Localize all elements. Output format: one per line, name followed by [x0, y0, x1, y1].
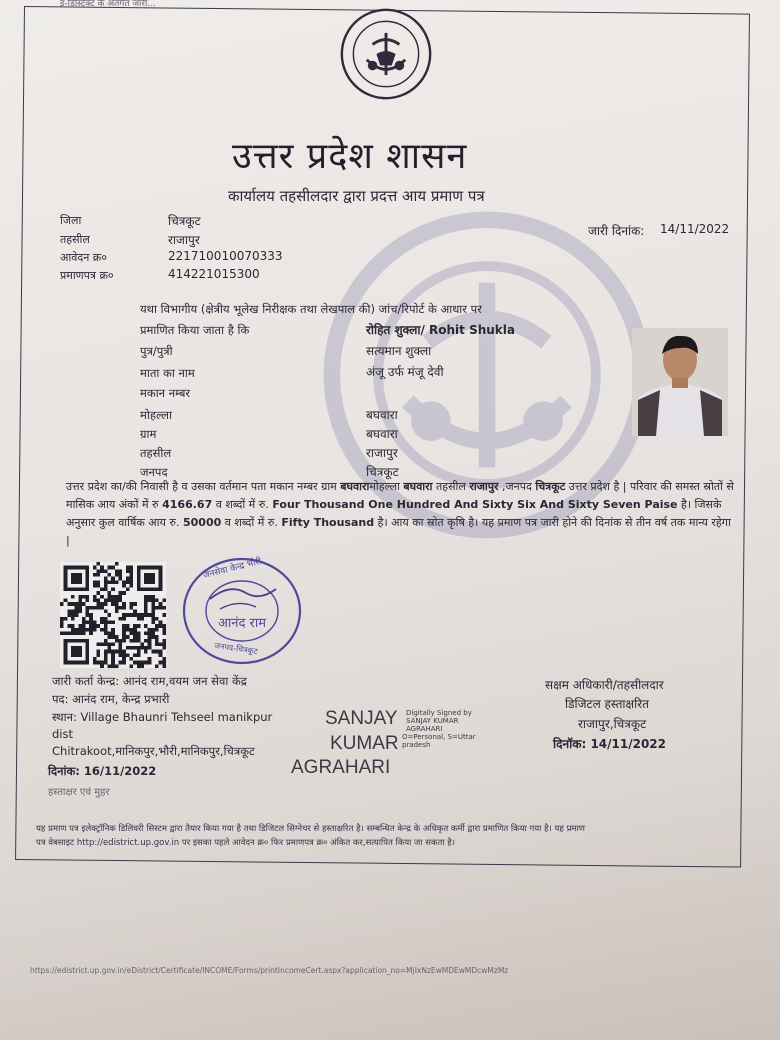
seal-name: आनंद राम [218, 616, 266, 631]
mother-label: माता का नाम [140, 366, 195, 380]
authority-date: दिनॉक: 14/11/2022 [553, 737, 667, 751]
mother-name: अंजू उर्फ मंजू देवी [366, 365, 444, 379]
issuing-place-line3: Chitrakoot,मानिकपुर,भौरी,मानिकपुर,चित्रकूट [52, 744, 255, 758]
district-value: चित्रकूट [168, 214, 201, 228]
page-title: उत्तर प्रदेश शासन [232, 136, 468, 177]
para-janpad: चित्रकूट [535, 480, 566, 493]
certificate-no-label: प्रमाणपत्र क्र० [60, 269, 114, 282]
seal-outer-text: जनसेवा केन्द्र भौरी [202, 556, 263, 582]
tehsil-value: राजापुर [168, 233, 200, 247]
authority-place: राजापुर,चित्रकूट [578, 717, 647, 731]
parent-name: सत्यमान शुक्ला [366, 344, 432, 358]
issuing-post: पद: आनंद राम, केन्द्र प्रभारी [52, 692, 170, 706]
annual-income-words: Fifty Thousand [281, 516, 375, 529]
village-value: बघवारा [366, 427, 398, 441]
digital-sign-name-line2: KUMAR [330, 733, 399, 754]
janpad-value: चित्रकूट [366, 465, 399, 479]
digital-sign-small-5: pradesh [402, 741, 431, 749]
digital-sign-name-line1: SANJAY [325, 708, 398, 729]
mohalla-value: बघवारा [366, 408, 398, 422]
authority-digital-signed: डिजिटल हस्ताक्षरित [565, 697, 649, 711]
top-cut-text: इ-डिस्ट्रिक्ट के अंतर्गत जारी... [60, 0, 156, 9]
para-village: बघवारा [340, 480, 370, 493]
certificate-statement: उत्तर प्रदेश का/की निवासी है व उसका वर्तमान पता मकान नम्बर ग्राम बघवारामोहल्ला बघवारा तहसील राजापुर ,जनपद चित्रकूट उत्तर प्रदेश है | परिवार की समस्त स्रोतों से मासिक आय अंकों में रु 4166.67 व शब्दों में रु. Four Thousand One Hundred And Sixty Six And Sixty Seven Paise है। जिसके अनुसार कुल वार्षिक आय रु. 50000 व शब्दों में रु. Fifty Thousand है। आय का स्रोत कृषि है। यह प्रमाण पत्र जारी होने की दिनांक से तीन वर्ष तक मान्य रहेगा | [66, 480, 734, 547]
digital-sign-small-1: Digitally Signed by [406, 709, 472, 717]
certificate-no-value: 414221015300 [168, 267, 260, 281]
issuing-center: जारी कर्ता केन्द्र: आनंद राम,वयम जन सेवा केंद्र [52, 674, 247, 688]
mohalla-label: मोहल्ला [140, 408, 172, 422]
digital-sign-name-line3: AGRAHARI [291, 757, 391, 778]
para-mohalla: बघवारा [403, 480, 433, 493]
digital-sign-small-2: SANJAY KUMAR [406, 717, 459, 725]
monthly-income-figures: 4166.67 [162, 498, 213, 511]
report-intro: यथा विभागीय (क्षेत्रीय भूलेख निरीक्षक तथा लेखपाल की) जांच/रिपोर्ट के आधार पर [140, 302, 482, 316]
issue-date-value: 14/11/2022 [660, 222, 730, 236]
digital-sign-small-3: AGRAHARI [406, 725, 443, 733]
footer-line2: पत्र वेबसाइट http://edistrict.up.gov.in पर इसका पहले आवेदन क्र० फिर प्रमाणपत्र क्र० अंकित कर,सत्यापित किया जा सकता है। [36, 838, 456, 848]
annual-income-figures: 50000 [183, 516, 222, 529]
csc-seal-stamp [180, 555, 304, 667]
holder-name: रोहित शुक्ला/ Rohit Shukla [366, 323, 515, 337]
village-label: ग्राम [140, 427, 157, 441]
authority-title: सक्षम अधिकारी/तहसीलदार [545, 678, 664, 692]
issue-date-label: जारी दिनांक: [588, 224, 645, 238]
footer-line1: यह प्रमाण पत्र इलेक्ट्रॉनिक डिलिवरी सिस्टम द्वारा तैयार किया गया है तथा डिजिटल सिग्नेचर से हस्ताक्षरित है। सम्बन्धित केन्द्र के अधिकृत कर्मी द्वारा प्रमाणित किया गया है। यह प्रमाण [36, 824, 585, 834]
details-tehsil-value: राजापुर [366, 446, 398, 460]
verification-qr-code [60, 562, 166, 668]
print-url: https://edistrict.up.gov.in/eDistrict/Certificate/INCOME/Forms/printIncomeCert.aspx?application_no=MjIxNzEwMDEwMDcwMzMz [30, 966, 509, 975]
applicant-photo [632, 328, 728, 436]
application-no-label: आवेदन क्र० [60, 251, 107, 264]
footer-note [36, 822, 736, 850]
details-tehsil-label: तहसील [140, 446, 172, 460]
janpad-label: जनपद [140, 465, 168, 479]
district-label: जिला [60, 214, 82, 227]
issuing-place-line2: dist [52, 727, 73, 741]
issuing-date: दिनांक: 16/11/2022 [48, 764, 157, 778]
monthly-income-words: Four Thousand One Hundred And Sixty Six And Sixty Seven Paise [272, 498, 678, 511]
certificate-subtitle: कार्यालय तहसीलदार द्वारा प्रदत्त आय प्रमाण पत्र [228, 187, 485, 205]
seal-bottom-text: जनपद-चित्रकूट [213, 640, 259, 657]
up-emblem-logo [338, 6, 434, 102]
para-tehsil: राजापुर [469, 480, 499, 493]
parent-label: पुत्र/पुत्री [140, 344, 173, 358]
digital-sign-small-4: O=Personal, S=Uttar [402, 733, 476, 741]
sign-and-seal-note: हस्ताक्षर एवं मुहर [48, 787, 110, 798]
tehsil-label: तहसील [60, 233, 90, 246]
issuing-place-line1: स्थान: Village Bhaunri Tehseel manikpur [52, 710, 273, 724]
application-no-value: 221710010070333 [168, 249, 283, 263]
certified-label: प्रमाणित किया जाता है कि [140, 323, 250, 337]
house-no-label: मकान नम्बर [140, 386, 191, 400]
